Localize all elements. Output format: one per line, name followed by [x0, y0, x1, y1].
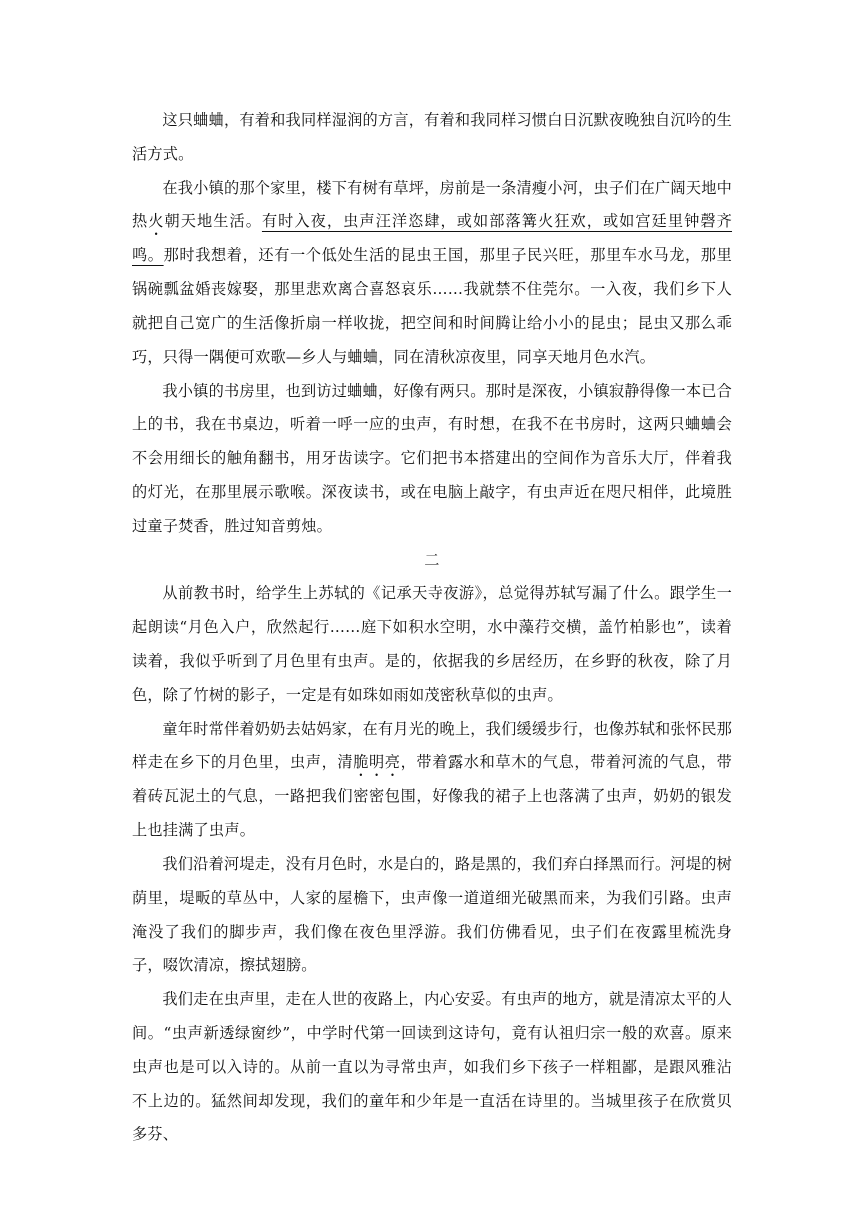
paragraph-4: 从前教书时，给学生上苏轼的《记承天寺夜游》，总觉得苏轼写漏了什么。跟学生一起朗读“月色入户，欣然起行……庭下如积水空明，水中藻荇交横，盖竹柏影也”，读着读着，我似乎听到了月色里有虫声。是的，依据我的乡居经历，在乡野的秋夜，除了月色，除了竹树的影子，一定是有如珠如雨如茂密秋草似的虫声。 [132, 584, 732, 704]
paragraph-3: 我小镇的书房里，也到访过蛐蛐，好像有两只。那时是深夜，小镇寂静得像一本已合上的书，我在书桌边，听着一呼一应的虫声，有时想，在我不在书房时，这两只蛐蛐会不会用细长的触角翻书，用牙齿读字。它们把书本搭建出的空间作为音乐大厅，伴着我的灯光，在那里展示歌喉。深夜读书，或在电脑上敲字，有虫声近在咫尺相伴，此境胜过童子焚香，胜过知音剪烛。 [132, 381, 732, 535]
paragraph-1: 这只蛐蛐，有着和我同样湿润的方言，有着和我同样习惯白日沉默夜晚独自沉吟的生活方式。 [132, 111, 732, 163]
paragraph-2-text-c: 朝天地生活。 [164, 212, 262, 231]
paragraph-2-text-a: 在我小镇的那个家里，楼下有树有草坪，房前是一条清瘦小河，虫子们在广阔天地中热 [132, 178, 732, 231]
paragraph-5-text-c: ，带着露水和草木的气息，带着河流的气息，带着砖瓦泥土的气息，一路把我们密密包围，好像我的裙子上也落满了虫声，奶奶的银发上也挂满了虫声。 [132, 753, 732, 840]
emphasized-char: 火 [148, 212, 165, 231]
section-title: 二 [424, 550, 440, 569]
paragraph-2-text-d: 那时我想着，还有一个低处生活的昆虫王国，那里子民兴旺，那里车水马龙，那里锅碗瓢盆婚丧嫁娶，那里悲欢离合喜怒哀乐……我就禁不住莞尔。一入夜，我们乡下人就把自己宽广的生活像折扇一样收拢，把空间和时间腾让给小小的昆虫；昆虫又那么乖巧，只得一隅便可欢歌—乡人与蛐蛐，同在清秋凉夜里，同享天地月色水汽。 [132, 246, 732, 366]
emphasized-phrase: 脆明亮 [353, 753, 401, 772]
underlined-sentence: 有时入夜，虫声汪洋恣肆，或如部落篝火狂欢，或如宫廷里钟磬齐鸣。 [132, 212, 733, 265]
paragraph-2 [132, 172, 732, 375]
paragraph-5 [132, 713, 732, 848]
paragraph-7: 我们走在虫声里，走在人世的夜路上，内心安妥。有虫声的地方，就是清凉太平的人间。“虫声新透绿窗纱”，中学时代第一回读到这诗句，竟有认祖归宗一般的欢喜。原来虫声也是可以入诗的。从前一直以为寻常虫声，如我们乡下孩子一样粗鄙，是跟风雅沾不上边的。猛然间却发现，我们的童年和少年是一直活在诗里的。当城里孩子在欣赏贝多芬、 [132, 990, 732, 1144]
paragraph-5-text-a: 童年时常伴着奶奶去姑妈家，在有月光的晚上，我们缓缓步行，也像苏轼和张怀民那样走在乡下的月色里，虫声，清 [132, 719, 732, 772]
paragraph-6: 我们沿着河堤走，没有月色时，水是白的，路是黑的，我们弃白择黑而行。河堤的树荫里，堤畈的草丛中，人家的屋檐下，虫声像一道道细光破黑而来，为我们引路。虫声淹没了我们的脚步声，我们像在夜色里浮游。我们仿佛看见，虫子们在夜露里梳洗身子，啜饮清凉，擦拭翅膀。 [132, 854, 732, 975]
document-page [132, 104, 732, 1152]
